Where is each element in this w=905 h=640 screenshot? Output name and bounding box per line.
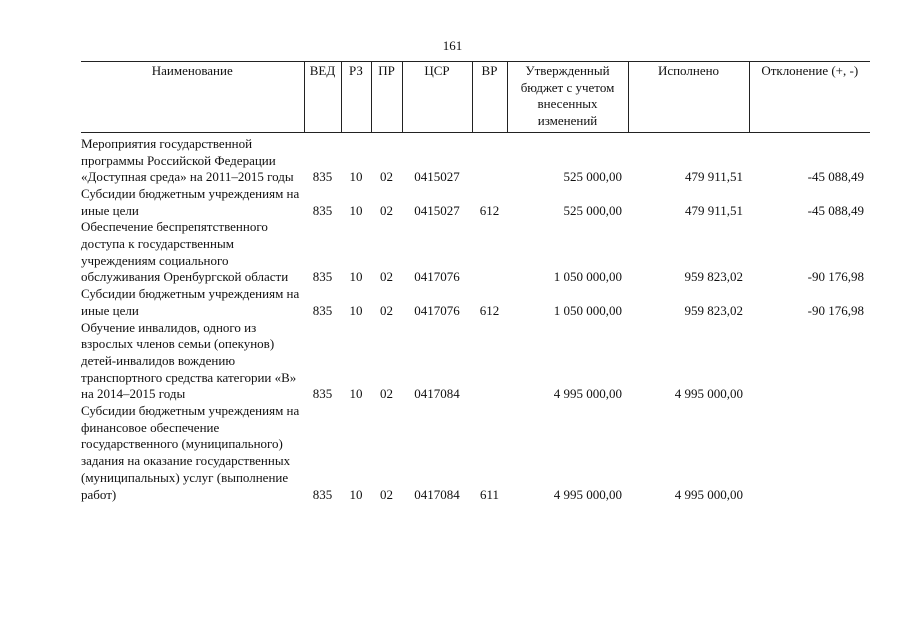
row-executed: 479 911,51 [684, 202, 743, 218]
header-vr: ВР [472, 62, 507, 133]
header-deviation: Отклонение (+, -) [749, 62, 870, 133]
row-executed: 959 823,02 [684, 269, 743, 285]
row-rz: 10 [349, 202, 363, 218]
row-csr: 0417076 [414, 269, 460, 285]
row-pr: 02 [380, 269, 393, 285]
header-ved: ВЕД [304, 62, 341, 133]
row-pr: 02 [380, 169, 393, 185]
row-name: Субсидии бюджетным учреждениям на финансовое обеспечение государственного (муниципального) задания на оказание государственных (муниципальных) услуг (выполнение работ) [81, 403, 300, 502]
row-deviation: -45 088,49 [807, 169, 864, 185]
row-executed: 959 823,02 [684, 302, 743, 318]
header-executed: Исполнено [628, 62, 749, 133]
row-ved: 835 [312, 169, 333, 185]
row-ved: 835 [312, 302, 333, 318]
table-row [81, 286, 870, 319]
row-rz: 10 [349, 269, 363, 285]
table-row [81, 186, 870, 219]
row-name: Обучение инвалидов, одного из взрослых членов семьи (опекунов) детей-инвалидов вождению транспортного средства категории «В» на 2014–2015 годы [81, 319, 297, 402]
table-row [81, 320, 870, 404]
row-executed: 4 995 000,00 [674, 386, 743, 402]
row-csr: 0415027 [414, 202, 460, 218]
table-header-row [81, 62, 870, 133]
row-csr: 0417084 [414, 486, 460, 502]
row-vr [472, 320, 507, 404]
row-approved: 1 050 000,00 [553, 302, 622, 318]
row-approved: 1 050 000,00 [553, 269, 622, 285]
row-csr: 0415027 [414, 169, 460, 185]
row-deviation [749, 320, 870, 404]
row-deviation: -90 176,98 [807, 269, 864, 285]
row-pr: 02 [380, 202, 393, 218]
row-name: Субсидии бюджетным учреждениям на иные цели [81, 286, 300, 318]
row-vr [472, 132, 507, 186]
row-pr: 02 [380, 302, 393, 318]
header-approved: Утвержденный бюджет с учетом внесенных изменений [507, 62, 628, 133]
row-executed: 4 995 000,00 [674, 486, 743, 502]
row-approved: 4 995 000,00 [553, 386, 622, 402]
row-csr: 0417076 [414, 302, 460, 318]
row-ved: 835 [312, 202, 333, 218]
row-pr: 02 [380, 486, 393, 502]
header-csr: ЦСР [402, 62, 472, 133]
row-vr: 611 [479, 486, 500, 502]
table-row [81, 219, 870, 286]
row-name: Мероприятия государственной программы Российской Федерации «Доступная среда» на 2011–2015 годы [81, 135, 294, 185]
row-executed: 479 911,51 [684, 169, 743, 185]
budget-execution-table [81, 61, 870, 503]
row-vr [472, 219, 507, 286]
row-rz: 10 [349, 169, 363, 185]
row-pr: 02 [380, 386, 393, 402]
row-rz: 10 [349, 386, 363, 402]
row-csr: 0417084 [414, 386, 460, 402]
row-vr: 612 [479, 302, 500, 318]
row-rz: 10 [349, 302, 363, 318]
row-name: Обеспечение беспрепятственного доступа к государственным учреждениям социального обслуживания Оренбургской области [81, 219, 289, 285]
row-approved: 525 000,00 [563, 169, 622, 185]
row-approved: 525 000,00 [563, 202, 622, 218]
row-deviation: -90 176,98 [807, 302, 864, 318]
table-row [81, 132, 870, 186]
table-row [81, 403, 870, 503]
row-ved: 835 [312, 269, 333, 285]
row-vr: 612 [479, 202, 500, 218]
row-ved: 835 [312, 486, 333, 502]
page-number: 161 [442, 38, 463, 53]
row-ved: 835 [312, 386, 333, 402]
header-name: Наименование [81, 62, 304, 133]
row-approved: 4 995 000,00 [553, 486, 622, 502]
row-deviation: -45 088,49 [807, 202, 864, 218]
row-name: Субсидии бюджетным учреждениям на иные цели [81, 185, 300, 218]
header-rz: РЗ [341, 62, 371, 133]
header-pr: ПР [371, 62, 402, 133]
row-deviation [749, 403, 870, 503]
row-rz: 10 [349, 486, 363, 502]
